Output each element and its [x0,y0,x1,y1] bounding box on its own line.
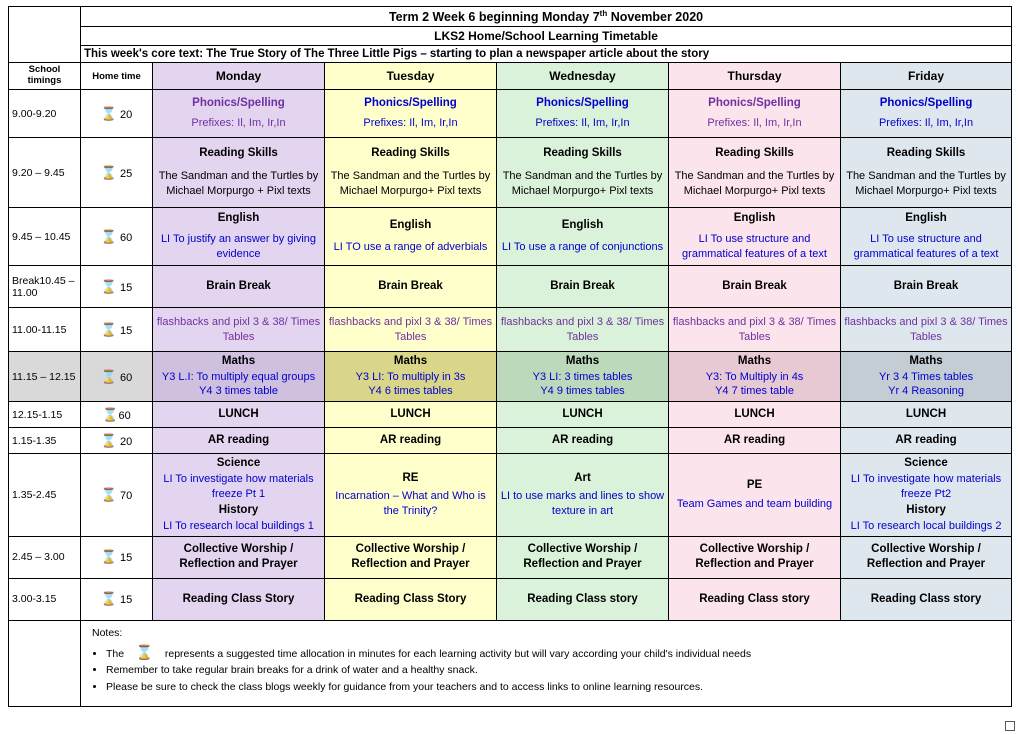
table-row [9,402,1012,428]
hourglass-icon: ⌛ [100,228,117,244]
cell-friday [841,578,1012,620]
note-text: Remember to take regular brain breaks for a drink of water and a healthy snack. [106,664,478,677]
activity-title: Maths [393,355,428,367]
minutes-value: 25 [120,167,133,180]
activity-title: Art [574,471,591,484]
column-header-row [9,63,1012,90]
cell-wednesday [497,428,669,454]
activity-detail: LI TO use a range of adverbials [333,240,488,253]
activity-title: English [905,211,947,224]
cell-thursday [669,208,841,266]
cell-tuesday [325,308,497,352]
row-time: Break10.45 – 11.00 [9,266,81,308]
cell-friday [841,208,1012,266]
activity-title: Collective Worship / Reflection and Prayer [351,542,470,571]
table-row [9,138,1012,208]
activity-title: Brain Break [206,279,271,292]
cell-friday [841,352,1012,402]
activity-detail: Incarnation – What and Who is the Trinity? [335,490,486,518]
row-time: 11.15 – 12.15 [9,352,81,402]
core-text: This week's core text: The True Story of The Three Little Pigs – starting to plan a newspaper article about the story [81,46,1012,63]
activity-title: Reading Skills [199,147,278,160]
activity-detail: LI To investigate how materials freeze Pt2 [850,472,1002,500]
row-minutes [81,402,153,428]
activity-title: AR reading [379,433,442,446]
row-minutes [81,208,153,266]
day-header-monday: Monday [153,63,325,90]
day-header-wednesday: Wednesday [497,63,669,90]
activity-detail: LI To investigate how materials freeze Pt 1 [163,472,314,500]
cell-wednesday [497,402,669,428]
cell-tuesday [325,402,497,428]
table-row [9,266,1012,308]
cell-friday [841,454,1012,537]
cell-tuesday [325,536,497,578]
hourglass-icon: ⌛ [100,321,117,337]
activity-detail: The Sandman and the Turtles by Michael Morpurgo+ Pixl texts [846,169,1006,197]
cell-friday [841,536,1012,578]
day-header-friday: Friday [841,63,1012,90]
activity-title: English [217,211,260,224]
activity-title: Collective Worship / Reflection and Prayer [523,542,642,571]
notes-row [9,620,1012,706]
activity-title: PE [746,479,763,492]
activity-title: AR reading [551,433,614,446]
cell-wednesday [497,454,669,537]
activity-title: Maths [737,355,772,367]
cell-friday [841,428,1012,454]
cell-wednesday [497,578,669,620]
activity-title-2: History [218,504,259,517]
row-time: 11.00-11.15 [9,308,81,352]
activity-title-2: History [906,504,946,517]
activity-title: Reading Class Story [182,592,295,605]
hourglass-icon: ⌛ [100,591,117,607]
activity-title: LUNCH [562,407,603,420]
minutes-value: 60 [120,231,133,244]
hourglass-icon: ⌛ [100,164,117,180]
resize-handle[interactable] [1005,721,1015,731]
cell-monday [153,352,325,402]
activity-title: Phonics/Spelling [708,96,801,109]
cell-monday [153,536,325,578]
cell-tuesday [325,266,497,308]
row-minutes [81,578,153,620]
title-ordinal: th [599,9,608,18]
cell-wednesday [497,352,669,402]
cell-thursday [669,138,841,208]
activity-title: Phonics/Spelling [364,96,457,109]
row-minutes [81,308,153,352]
note-item [106,664,1002,678]
activity-title: Reading Skills [715,147,794,160]
activity-detail: Prefixes: Il, Im, Ir,In [707,117,802,130]
row-minutes [81,352,153,402]
activity-title: English [561,219,604,232]
activity-detail: LI to use marks and lines to show texture in art [500,490,665,518]
activity-title: Maths [565,355,600,367]
cell-monday [153,138,325,208]
table-row [9,536,1012,578]
activity-title: Reading Class story [699,592,810,605]
table-row [9,454,1012,537]
hourglass-icon: ⌛ [102,406,119,422]
minutes-value: 60 [118,409,131,422]
activity-title: LUNCH [218,407,259,420]
row-time: 9.00-9.20 [9,90,81,138]
day-header-thursday: Thursday [669,63,841,90]
activity-title: Science [216,457,261,470]
activity-title: Science [904,457,948,470]
note-item [106,643,1002,662]
activity-detail-2: LI To research local buildings 2 [850,519,1002,532]
day-header-tuesday: Tuesday [325,63,497,90]
hourglass-icon: ⌛ [100,278,117,294]
title-text-post: November 2020 [607,10,704,25]
activity-title: RE [402,471,419,484]
minutes-value: 20 [120,108,133,121]
corner-blank [9,7,81,63]
table-row [9,308,1012,352]
cell-thursday [669,578,841,620]
minutes-value: 15 [120,281,133,294]
activity-title: Brain Break [722,279,787,292]
activity-title: AR reading [723,433,786,446]
activity-title: Reading Class Story [354,592,467,605]
table-row [9,578,1012,620]
row-time: 1.35-2.45 [9,454,81,537]
activity-title: AR reading [895,433,957,446]
cell-tuesday [325,578,497,620]
table-row-highlighted [9,352,1012,402]
activity-title: Reading Skills [543,147,622,160]
cell-tuesday [325,208,497,266]
activity-detail-2: Y4 9 times tables [540,385,625,398]
minutes-value: 70 [120,489,133,502]
row-minutes [81,138,153,208]
row-time: 12.15-1.15 [9,402,81,428]
cell-monday [153,208,325,266]
activity-title: Maths [221,355,256,367]
cell-monday [153,428,325,454]
row-minutes [81,90,153,138]
activity-detail: LI To justify an answer by giving evidence [160,233,317,261]
activity-detail: The Sandman and the Turtles by Michael Morpurgo + Pixl texts [158,169,319,197]
activity-title: LUNCH [734,407,775,420]
activity-detail: Yr 3 4 Times tables [878,370,974,383]
table-row [9,90,1012,138]
cell-wednesday [497,90,669,138]
activity-title: LUNCH [390,407,431,420]
cell-monday [153,308,325,352]
hourglass-icon: ⌛ [100,432,117,448]
activity-detail-2: Y4 7 times table [715,385,794,398]
cell-wednesday [497,266,669,308]
minutes-value: 20 [120,435,133,448]
activity-detail-2: LI To research local buildings 1 [163,519,314,532]
activity-detail-2: Y4 6 times tables [368,385,453,398]
activity-title: Brain Break [550,279,615,292]
minutes-value: 60 [120,371,133,384]
activity-detail: Y3 LI: To multiply in 3s [355,370,466,383]
title-text-pre: Term 2 Week 6 beginning Monday 7 [388,10,600,25]
activity-detail: flashbacks and pixl 3 & 38/ Times Tables [500,315,665,343]
school-timings-header: School timings [9,63,81,90]
cell-friday [841,138,1012,208]
cell-friday [841,402,1012,428]
row-time: 1.15-1.35 [9,428,81,454]
cell-tuesday [325,90,497,138]
hourglass-icon: ⌛ [100,105,117,121]
activity-detail: Prefixes: Il, Im, Ir,In [191,117,286,130]
activity-detail: Y3 LI: 3 times tables [532,370,633,383]
activity-detail: LI To use structure and grammatical features of a text [853,233,999,261]
hourglass-icon: ⌛ [100,368,117,384]
cell-friday [841,90,1012,138]
cell-tuesday [325,454,497,537]
cell-thursday [669,266,841,308]
minutes-value: 15 [120,324,133,337]
coretext-row [9,46,1012,63]
minutes-value: 15 [120,594,133,607]
cell-monday [153,266,325,308]
cell-wednesday [497,536,669,578]
activity-title: Reading Class story [527,592,638,605]
activity-detail: flashbacks and pixl 3 & 38/ Times Tables [672,315,837,343]
activity-detail: The Sandman and the Turtles by Michael Morpurgo+ Pixl texts [674,169,835,197]
row-minutes [81,428,153,454]
notes-section [81,620,1012,706]
activity-detail: flashbacks and pixl 3 & 38/ Times Tables [156,315,321,343]
activity-detail-2: Yr 4 Reasoning [888,385,964,398]
cell-tuesday [325,138,497,208]
cell-tuesday [325,428,497,454]
cell-wednesday [497,208,669,266]
activity-title: Phonics/Spelling [536,96,629,109]
activity-title: AR reading [207,433,270,446]
cell-thursday [669,308,841,352]
cell-monday [153,402,325,428]
cell-thursday [669,454,841,537]
activity-detail: flashbacks and pixl 3 & 38/ Times Tables [844,315,1008,343]
cell-thursday [669,352,841,402]
activity-detail: The Sandman and the Turtles by Michael Morpurgo+ Pixl texts [502,169,663,197]
hourglass-icon: ⌛ [100,549,117,565]
row-minutes [81,454,153,537]
activity-detail: LI To use structure and grammatical features of a text [682,233,827,261]
row-minutes [81,266,153,308]
row-time: 9.20 – 9.45 [9,138,81,208]
home-time-header: Home time [81,63,153,90]
activity-detail: The Sandman and the Turtles by Michael Morpurgo+ Pixl texts [330,169,491,197]
activity-title: Brain Break [893,279,959,292]
cell-monday [153,578,325,620]
notes-left-blank [9,620,81,706]
activity-title: English [389,219,432,232]
activity-title: English [733,211,776,224]
row-minutes [81,536,153,578]
title-row [9,7,1012,27]
activity-detail: Prefixes: Il, Im, Ir,In [363,117,458,130]
minutes-value: 15 [120,552,133,565]
activity-title: Collective Worship / Reflection and Prayer [179,542,298,571]
cell-monday [153,454,325,537]
row-time: 3.00-3.15 [9,578,81,620]
page-subtitle: LKS2 Home/School Learning Timetable [81,27,1012,46]
activity-title: Reading Skills [886,147,966,160]
table-row [9,208,1012,266]
activity-detail: Prefixes: Il, Im, Ir,In [535,117,630,130]
cell-thursday [669,402,841,428]
activity-detail: Prefixes: Il, Im, Ir,In [878,117,974,130]
activity-title: Collective Worship / Reflection and Prayer [866,542,986,571]
note-text: The ⌛ represents a suggested time allocation in minutes for each learning activity but will vary according your child's individual needs [106,643,752,660]
timetable [8,6,1012,707]
activity-title: Maths [909,355,943,367]
hourglass-icon: ⌛ [100,486,117,502]
note-item [106,681,1002,695]
activity-title: LUNCH [905,407,947,420]
cell-wednesday [497,308,669,352]
cell-wednesday [497,138,669,208]
cell-monday [153,90,325,138]
activity-title: Phonics/Spelling [192,96,285,109]
cell-thursday [669,90,841,138]
cell-thursday [669,428,841,454]
page-title [81,7,1012,27]
activity-title: Phonics/Spelling [879,96,973,109]
activity-detail: LI To use a range of conjunctions [501,240,664,253]
subtitle-row [9,27,1012,46]
table-row [9,428,1012,454]
notes-title: Notes: [92,626,123,639]
cell-friday [841,266,1012,308]
cell-friday [841,308,1012,352]
note-text: Please be sure to check the class blogs weekly for guidance from your teachers and to access links to online learning resources. [106,681,704,694]
activity-title: Collective Worship / Reflection and Prayer [695,542,814,571]
activity-title: Reading Skills [371,147,450,160]
activity-detail: Team Games and team building [676,497,833,510]
activity-detail: Y3: To Multiply in 4s [705,370,804,383]
row-time: 2.45 – 3.00 [9,536,81,578]
activity-detail-2: Y4 3 times table [199,385,278,398]
activity-title: Reading Class story [870,592,982,605]
cell-tuesday [325,352,497,402]
activity-detail: Y3 L.I: To multiply equal groups [161,370,316,383]
row-time: 9.45 – 10.45 [9,208,81,266]
activity-title: Brain Break [378,279,443,292]
cell-thursday [669,536,841,578]
activity-detail: flashbacks and pixl 3 & 38/ Times Tables [328,315,493,343]
